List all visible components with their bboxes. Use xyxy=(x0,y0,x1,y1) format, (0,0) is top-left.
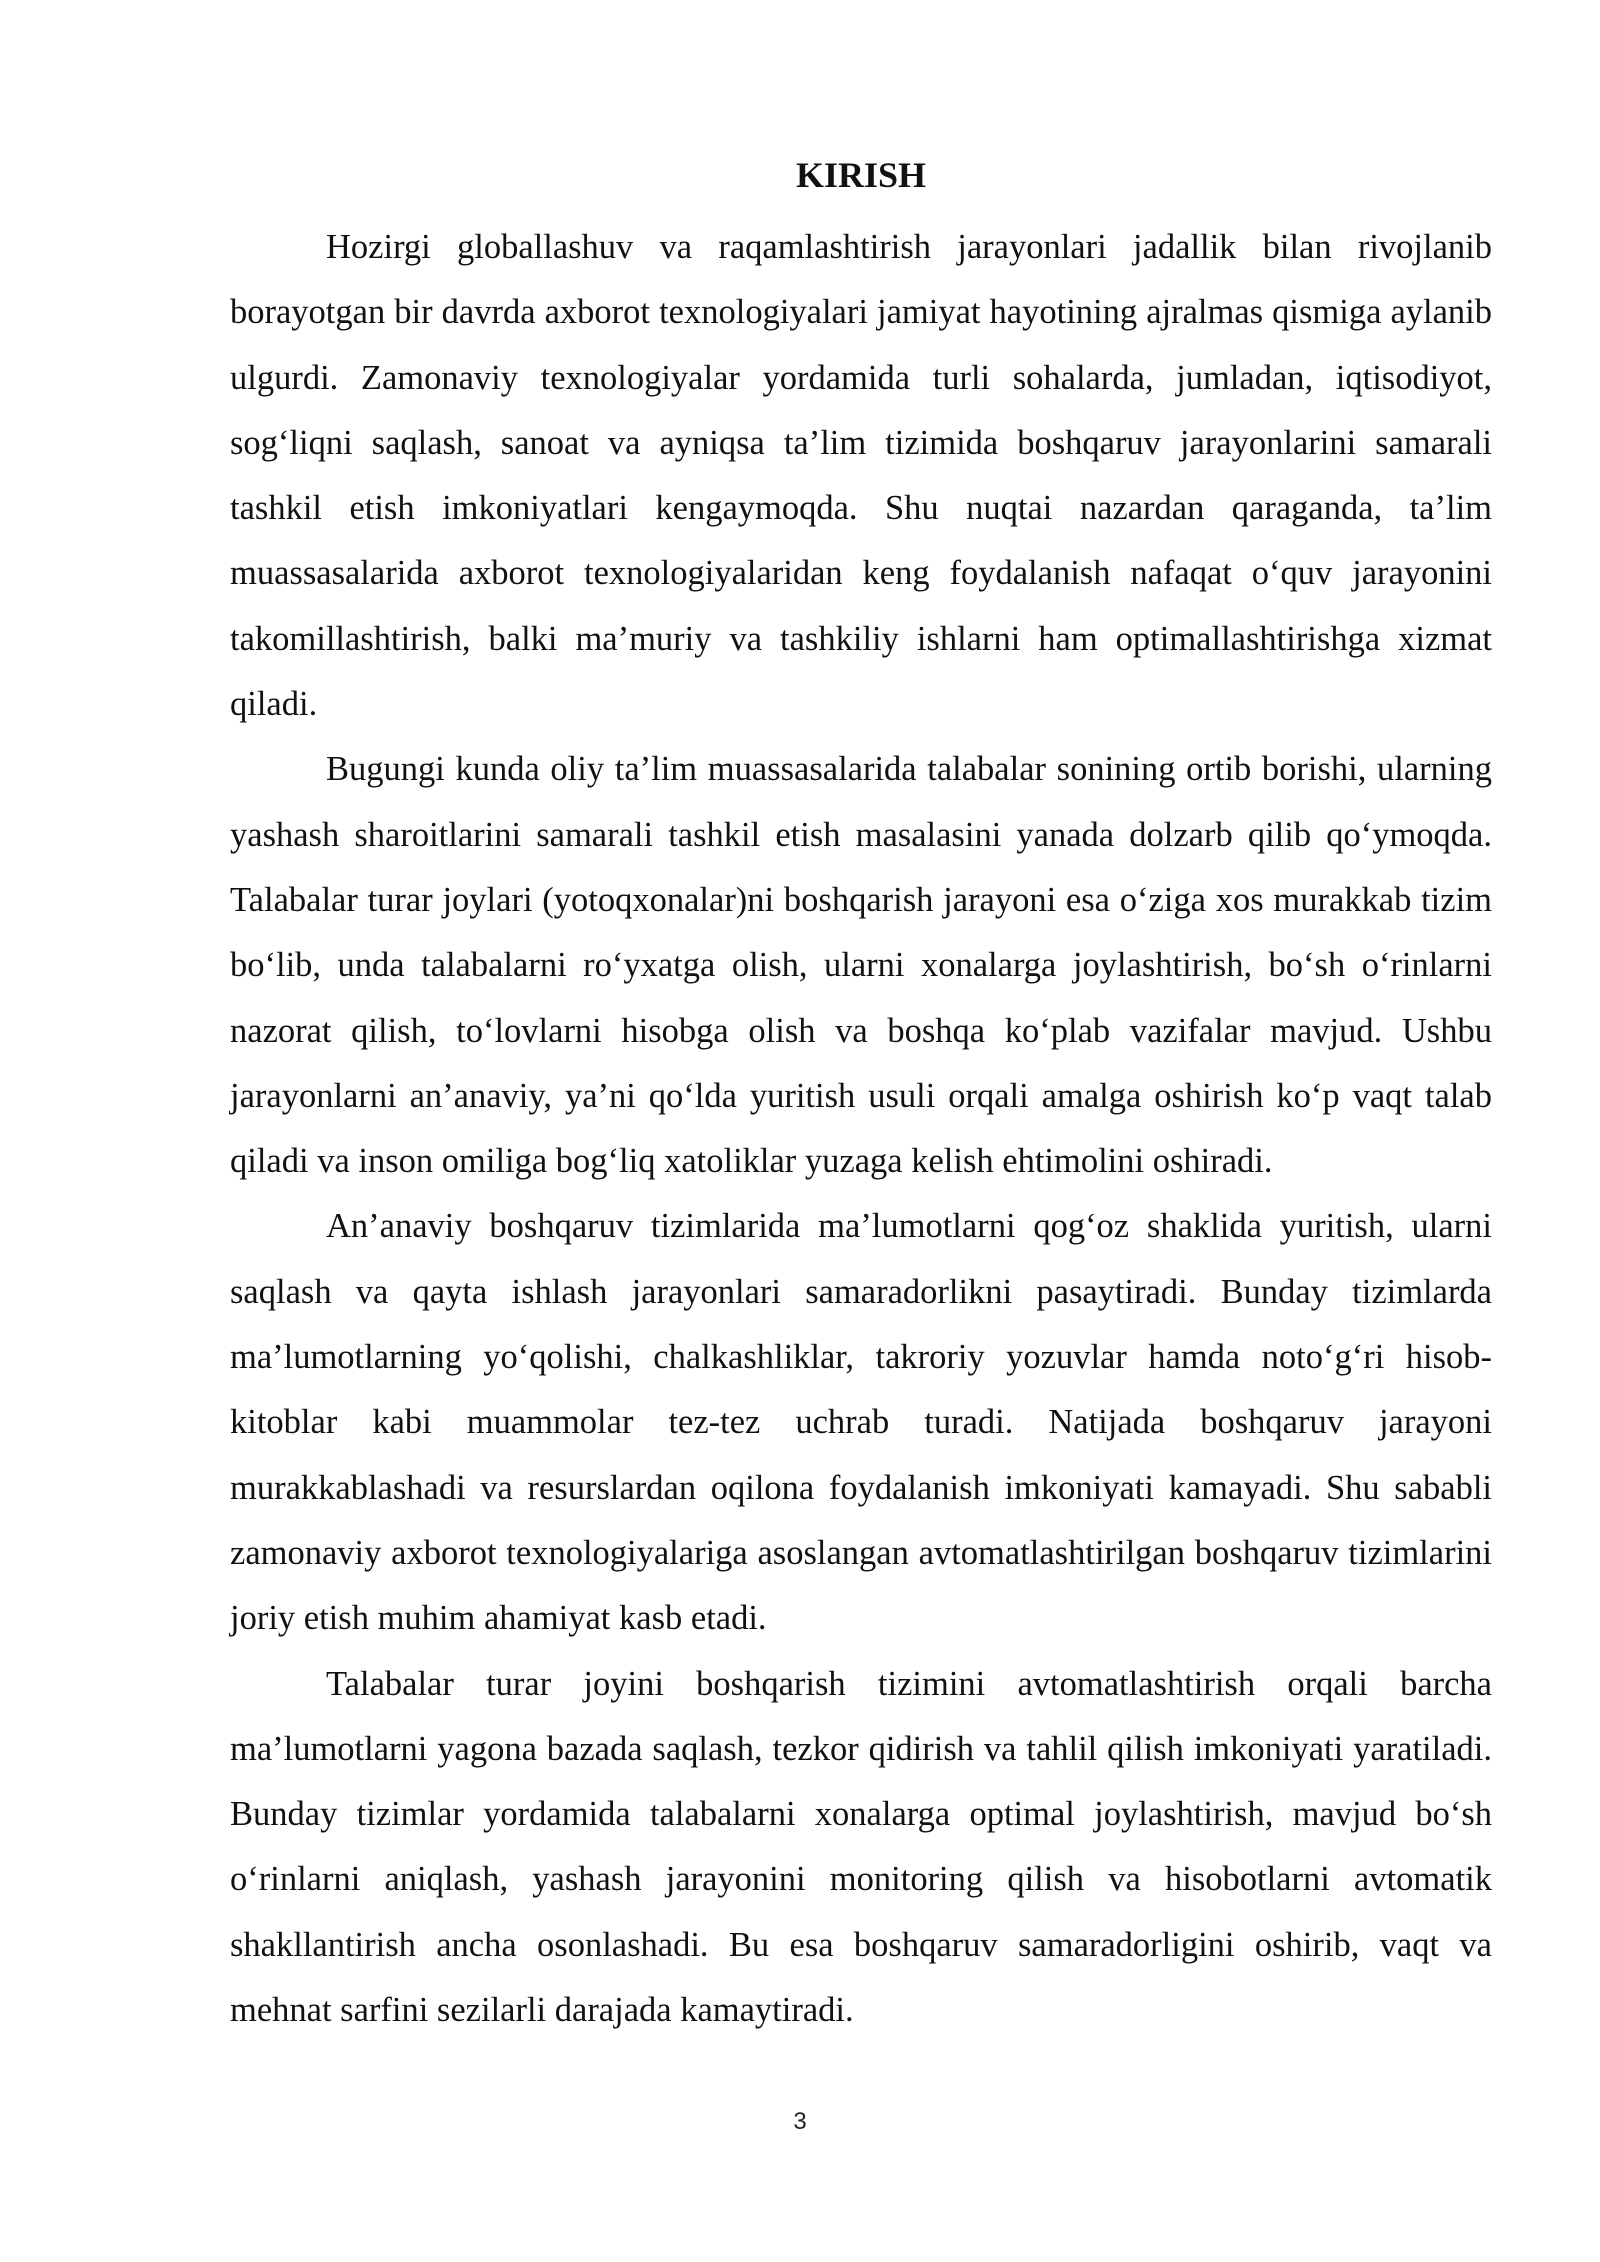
paragraph-3: An’anaviy boshqaruv tizimlarida ma’lumotlarni qog‘oz shaklida yuritish, ularni saqlash va qayta ishlash jarayonlari samaradorlikni pasaytiradi. Bunday tizimlarda ma’lumotlarning yo‘qolishi, chalkashliklar, takroriy yozuvlar hamda noto‘g‘ri hisob-kitoblar kabi muammolar tez-tez uchrab turadi. Natijada boshqaruv jarayoni murakkablashadi va resurslardan oqilona foydalanish imkoniyati kamayadi. Shu sababli zamonaviy axborot texnologiyalariga asoslangan avtomatlashtirilgan boshqaruv tizimlarini joriy etish muhim ahamiyat kasb etadi. xyxy=(230,1207,1492,1638)
paragraph-1: Hozirgi globallashuv va raqamlashtirish jarayonlari jadallik bilan rivojlanib borayotgan bir davrda axborot texnologiyalari jamiyat hayotining ajralmas qismiga aylanib ulgurdi. Zamonaviy texnologiyalar yordamida turli sohalarda, jumladan, iqtisodiyot, sog‘liqni saqlash, sanoat va ayniqsa ta’lim tizimida boshqaruv jarayonlarini samarali tashkil etish imkoniyatlari kengaymoqda. Shu nuqtai nazardan qaraganda, ta’lim muassasalarida axborot texnologiyalaridan keng foydalanish nafaqat o‘quv jarayonini takomillashtirish, balki ma’muriy va tashkiliy ishlarni ham optimallashtirishga xizmat qiladi. xyxy=(230,228,1492,724)
paragraph-2: Bugungi kunda oliy ta’lim muassasalarida talabalar sonining ortib borishi, ularning yashash sharoitlarini samarali tashkil etish masalasini yanada dolzarb qilib qo‘ymoqda. Talabalar turar joylari (yotoqxonalar)ni boshqarish jarayoni esa o‘ziga xos murakkab tizim bo‘lib, unda talabalarni ro‘yxatga olish, ularni xonalarga joylashtirish, bo‘sh o‘rinlarni nazorat qilish, to‘lovlarni hisobga olish va boshqa ko‘plab vazifalar mavjud. Ushbu jarayonlarni an’anaviy, ya’ni qo‘lda yuritish usuli orqali amalga oshirish ko‘p vaqt talab qiladi va inson omiliga bog‘liq xatoliklar yuzaga kelish ehtimolini oshiradi. xyxy=(230,750,1492,1181)
section-title: KIRISH xyxy=(795,155,927,195)
paragraph-4: Talabalar turar joyini boshqarish tizimini avtomatlashtirish orqali barcha ma’lumotlarni yagona bazada saqlash, tezkor qidirish va tahlil qilish imkoniyati yaratiladi. Bunday tizimlar yordamida talabalarni xonalarga optimal joylashtirish, mavjud bo‘sh o‘rinlarni aniqlash, yashash jarayonini monitoring qilish va hisobotlarni avtomatik shakllantirish ancha osonlashadi. Bu esa boshqaruv samaradorligini oshirib, vaqt va mehnat sarfini sezilarli darajada kamaytiradi. xyxy=(230,1664,1492,2030)
page-content xyxy=(230,150,1492,2043)
page-number: 3 xyxy=(793,2108,807,2135)
